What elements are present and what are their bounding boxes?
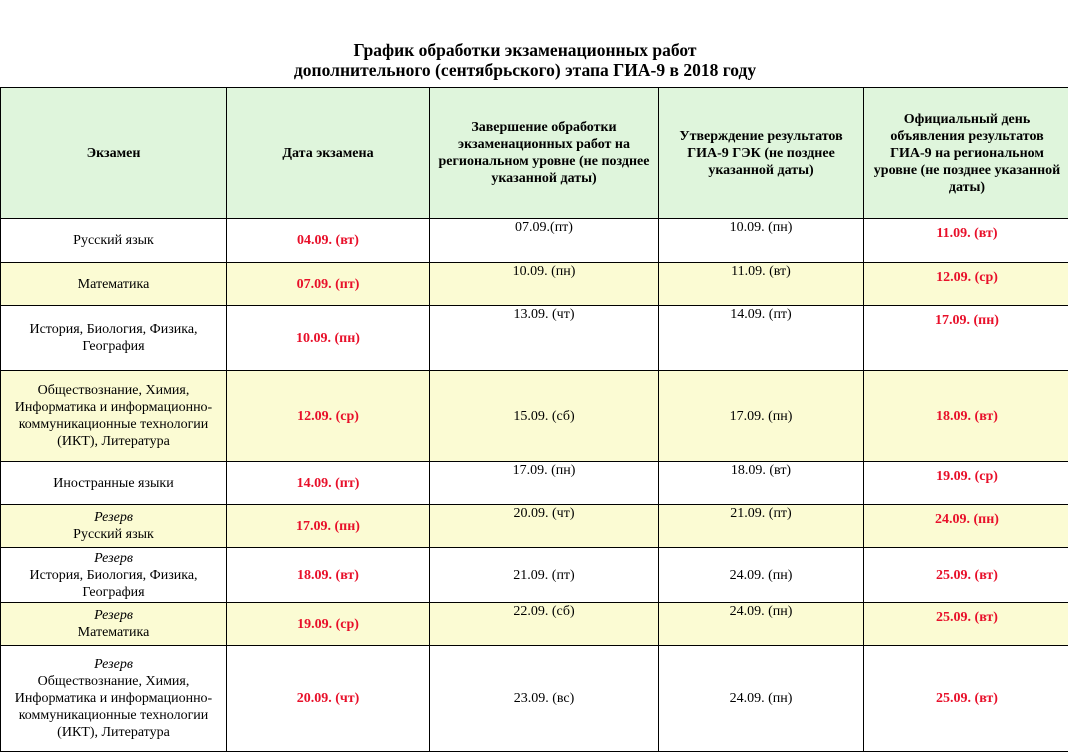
reserve-label: Резерв bbox=[94, 657, 133, 672]
document-title bbox=[0, 40, 1050, 80]
announcement-date-cell: 25.09. (вт) bbox=[864, 548, 1068, 603]
approval-date-cell: 24.09. (пн) bbox=[659, 646, 864, 752]
schedule-table bbox=[0, 87, 1068, 752]
announcement-date-cell: 24.09. (пн) bbox=[864, 505, 1068, 548]
title-line-1: График обработки экзаменационных работ bbox=[353, 40, 697, 60]
approval-date-cell: 10.09. (пн) bbox=[659, 219, 864, 263]
processing-date-cell: 07.09.(пт) bbox=[430, 219, 659, 263]
exam-name: История, Биология, Физика, География bbox=[29, 322, 198, 354]
processing-date-cell: 22.09. (сб) bbox=[430, 603, 659, 646]
announcement-date-cell: 12.09. (ср) bbox=[864, 263, 1068, 306]
exam-cell bbox=[1, 263, 227, 306]
header-approval: Утверждение результатов ГИА-9 ГЭК (не позднее указанной даты) bbox=[659, 88, 864, 219]
approval-date-cell: 21.09. (пт) bbox=[659, 505, 864, 548]
exam-name: Русский язык bbox=[73, 527, 154, 542]
exam-cell bbox=[1, 548, 227, 603]
header-date: Дата экзамена bbox=[227, 88, 430, 219]
processing-date-cell: 15.09. (сб) bbox=[430, 371, 659, 462]
table-row bbox=[1, 306, 1068, 371]
announcement-date-cell: 11.09. (вт) bbox=[864, 219, 1068, 263]
exam-name: Обществознание, Химия, Информатика и информационно-коммуникационные технологии (ИКТ), Литература bbox=[14, 674, 213, 740]
exam-name: Русский язык bbox=[73, 233, 154, 248]
table-row bbox=[1, 505, 1068, 548]
exam-name: Математика bbox=[77, 625, 150, 640]
approval-date-cell: 14.09. (пт) bbox=[659, 306, 864, 371]
table-row bbox=[1, 548, 1068, 603]
exam-name: История, Биология, Физика, География bbox=[29, 567, 198, 600]
table-row bbox=[1, 219, 1068, 263]
announcement-date-cell: 19.09. (ср) bbox=[864, 462, 1068, 505]
reserve-label: Резерв bbox=[94, 550, 133, 566]
exam-date-cell: 18.09. (вт) bbox=[227, 548, 430, 603]
table-row bbox=[1, 462, 1068, 505]
exam-cell bbox=[1, 306, 227, 371]
exam-date-cell: 12.09. (ср) bbox=[227, 371, 430, 462]
processing-date-cell: 21.09. (пт) bbox=[430, 548, 659, 603]
processing-date-cell: 13.09. (чт) bbox=[430, 306, 659, 371]
processing-date-cell: 23.09. (вс) bbox=[430, 646, 659, 752]
reserve-label: Резерв bbox=[94, 608, 133, 623]
exam-date-cell: 19.09. (ср) bbox=[227, 603, 430, 646]
exam-date-cell: 14.09. (пт) bbox=[227, 462, 430, 505]
exam-name: Обществознание, Химия, Информатика и информационно-коммуникационные технологии (ИКТ), Литература bbox=[14, 383, 213, 449]
exam-name: Математика bbox=[77, 276, 150, 292]
approval-date-cell: 24.09. (пн) bbox=[659, 603, 864, 646]
exam-cell bbox=[1, 371, 227, 462]
exam-date-cell: 17.09. (пн) bbox=[227, 505, 430, 548]
processing-date-cell: 10.09. (пн) bbox=[430, 263, 659, 306]
header-exam: Экзамен bbox=[1, 88, 227, 219]
announcement-date-cell: 17.09. (пн) bbox=[864, 306, 1068, 371]
exam-date-cell: 20.09. (чт) bbox=[227, 646, 430, 752]
approval-date-cell: 24.09. (пн) bbox=[659, 548, 864, 603]
table-row bbox=[1, 603, 1068, 646]
title-line-2: дополнительного (сентябрьского) этапа ГИА-9 в 2018 году bbox=[293, 60, 757, 80]
table-row bbox=[1, 371, 1068, 462]
processing-date-cell: 17.09. (пн) bbox=[430, 462, 659, 505]
announcement-date-cell: 25.09. (вт) bbox=[864, 603, 1068, 646]
announcement-date-cell: 25.09. (вт) bbox=[864, 646, 1068, 752]
processing-date-cell: 20.09. (чт) bbox=[430, 505, 659, 548]
exam-name: Иностранные языки bbox=[53, 475, 174, 491]
approval-date-cell: 17.09. (пн) bbox=[659, 371, 864, 462]
exam-cell bbox=[1, 505, 227, 548]
header-announcement: Официальный день объявления результатов ГИА-9 на региональном уровне (не позднее указанной даты) bbox=[864, 88, 1068, 219]
exam-cell bbox=[1, 603, 227, 646]
exam-cell bbox=[1, 462, 227, 505]
approval-date-cell: 18.09. (вт) bbox=[659, 462, 864, 505]
reserve-label: Резерв bbox=[94, 510, 133, 525]
announcement-date-cell: 18.09. (вт) bbox=[864, 371, 1068, 462]
schedule-body bbox=[1, 219, 1068, 752]
table-row bbox=[1, 646, 1068, 752]
exam-date-cell: 04.09. (вт) bbox=[227, 219, 430, 263]
header-processing: Завершение обработки экзаменационных работ на региональном уровне (не позднее указанной даты) bbox=[430, 88, 659, 219]
exam-cell bbox=[1, 646, 227, 752]
table-row bbox=[1, 263, 1068, 306]
exam-date-cell: 10.09. (пн) bbox=[227, 306, 430, 371]
header-row bbox=[1, 88, 1068, 219]
exam-cell bbox=[1, 219, 227, 263]
approval-date-cell: 11.09. (вт) bbox=[659, 263, 864, 306]
exam-date-cell: 07.09. (пт) bbox=[227, 263, 430, 306]
